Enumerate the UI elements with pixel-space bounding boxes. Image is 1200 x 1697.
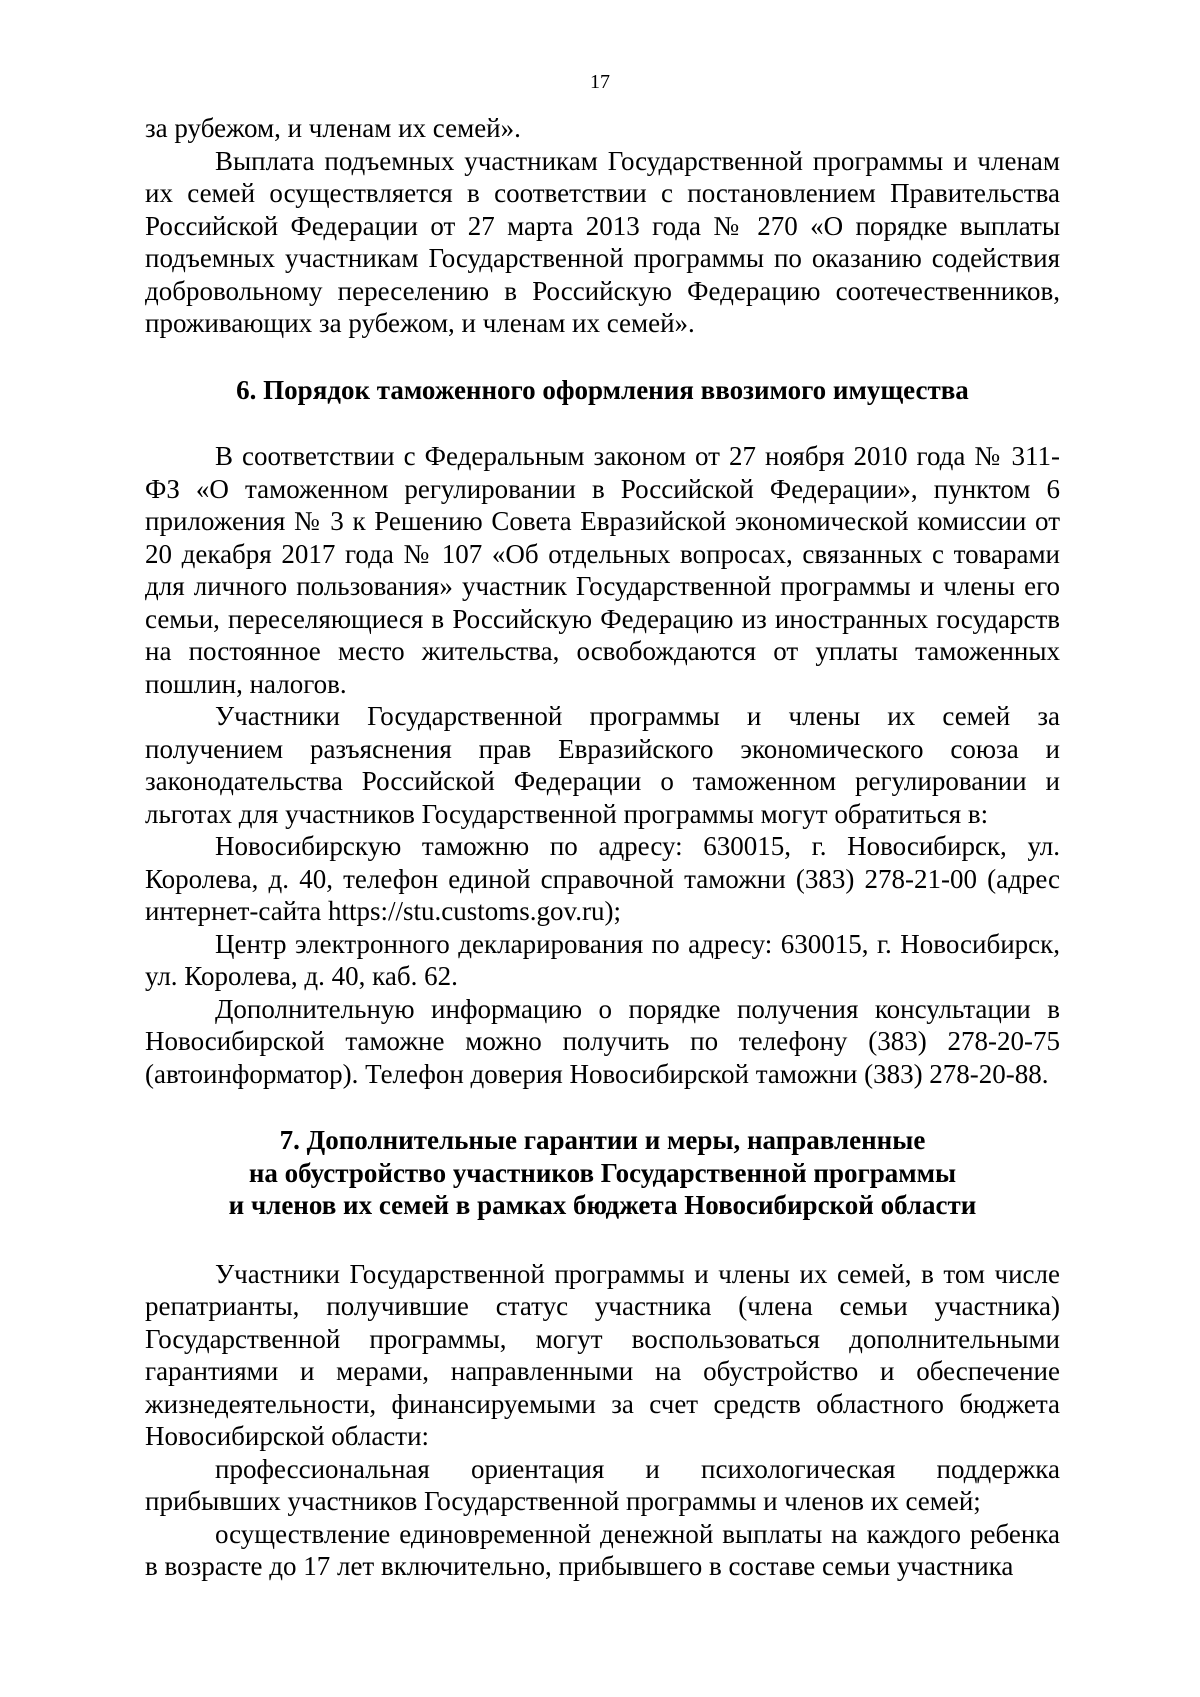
paragraph: за рубежом, и членам их семей». <box>145 113 521 143</box>
paragraph: Участники Государственной программы и члены их семей за получением разъяснения прав Евразийского экономического союза и законодательства Российской Федерации о таможенном регулировании и льготах для участников Государственной программы могут обратиться в: <box>145 701 1060 829</box>
section-heading-line: и членов их семей в рамках бюджета Новосибирской области <box>228 1190 977 1220</box>
paragraph: Выплата подъемных участникам Государственной программы и членам их семей осуществляется в соответствии с постановлением Правительства Российской Федерации от 27 марта 2013 года № 270 «О порядке выплаты подъемных участникам Государственной программы по оказанию содействия добровольному переселению в Российскую Федерацию соотечественников, проживающих за рубежом, и членам их семей». <box>145 145 1060 338</box>
paragraph: Новосибирскую таможню по адресу: 630015, г. Новосибирск, ул. Королева, д. 40, телефон единой справочной таможни (383) 278-21-00 (адрес интернет-сайта https://stu.customs.gov.ru); <box>145 831 1060 926</box>
paragraph: В соответствии с Федеральным законом от 27 ноября 2010 года № 311-ФЗ «О таможенном регулировании в Российской Федерации», пунктом 6 приложения № 3 к Решению Совета Евразийской экономической комиссии от 20 декабря 2017 года № 107 «Об отдельных вопросах, связанных с товарами для личного пользования» участник Государственной программы и члены его семьи, переселяющиеся в Российскую Федерацию из иностранных государств на постоянное место жительства, освобождаются от уплаты таможенных пошлин, налогов. <box>145 441 1060 699</box>
paragraph: осуществление единовременной денежной выплаты на каждого ребенка в возрасте до 17 лет включительно, прибывшего в составе семьи участника <box>145 1518 1060 1581</box>
document-body <box>145 112 1060 1583</box>
paragraph: Участники Государственной программы и члены их семей, в том числе репатрианты, получившие статус участника (члена семьи участника) Государственной программы, могут воспользоваться дополнительными гарантиями и мерами, направленными на обустройство и обеспечение жизнедеятельности, финансируемыми за счет средств областного бюджета Новосибирской области: <box>145 1258 1060 1451</box>
paragraph: Дополнительную информацию о порядке получения консультации в Новосибирской таможне можно получить по телефону (383) 278-20-75 (автоинформатор). Телефон доверия Новосибирской таможни (383) 278-20-88. <box>145 993 1060 1089</box>
page-number: 17 <box>590 71 610 93</box>
paragraph: Центр электронного декларирования по адресу: 630015, г. Новосибирск, ул. Королева, д. 40, каб. 62. <box>145 928 1060 991</box>
section-heading <box>145 1124 1060 1222</box>
section-heading-line: на обустройство участников Государственной программы <box>248 1157 957 1188</box>
paragraph: профессиональная ориентация и психологическая поддержка прибывших участников Государственной программы и членов их семей; <box>145 1453 1060 1516</box>
section-heading: 6. Порядок таможенного оформления ввозимого имущества <box>236 374 969 405</box>
section-heading-line: 7. Дополнительные гарантии и меры, направленные <box>279 1125 926 1155</box>
